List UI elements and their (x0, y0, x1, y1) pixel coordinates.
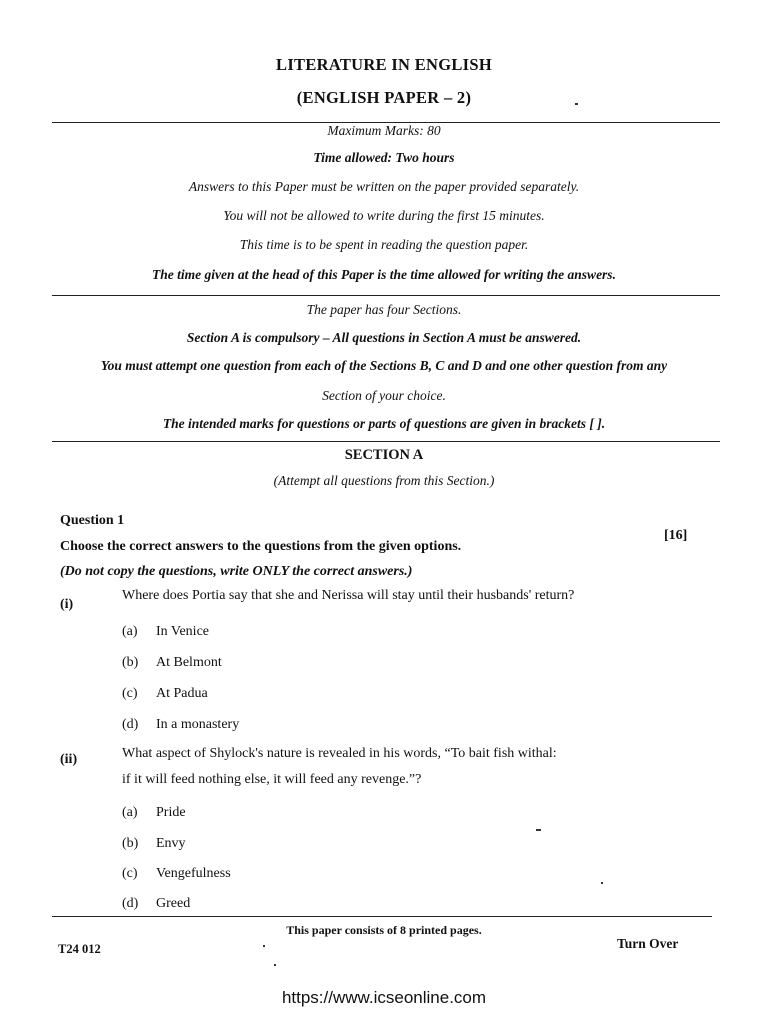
question-instruction: Choose the correct answers to the questions from the given options. (60, 539, 462, 554)
question-marks: [16] (664, 528, 688, 543)
max-marks: Maximum Marks: 80 (327, 123, 441, 138)
item-number: (ii) (60, 752, 78, 767)
option-text: Pride (156, 805, 186, 820)
option-label: (c) (122, 866, 138, 881)
instruction-line-1: Answers to this Paper must be written on the paper provided separately. (188, 179, 580, 194)
sections-line-2: Section A is compulsory – All questions in Section A must be answered. (186, 330, 582, 345)
option-label: (d) (122, 896, 139, 911)
divider-middle (52, 295, 720, 296)
instruction-line-3: This time is to be spent in reading the question paper. (239, 237, 529, 252)
divider-footer (52, 916, 712, 917)
item-question-text: What aspect of Shylock's nature is revealed in his words, “To bait fish withal: (122, 746, 557, 761)
scan-speck (575, 103, 578, 105)
sections-line-1: The paper has four Sections. (306, 302, 462, 317)
option-text: At Padua (156, 686, 208, 701)
pages-note: This paper consists of 8 printed pages. (286, 923, 482, 937)
option-label: (b) (122, 655, 139, 670)
scan-speck (601, 882, 603, 884)
option-text: At Belmont (156, 655, 222, 670)
divider-bottom (52, 441, 720, 442)
scan-speck (263, 945, 265, 947)
sections-line-3a: You must attempt one question from each of the Sections B, C and D and one other question from any (100, 358, 668, 373)
option-text: In a monastery (156, 717, 240, 732)
sections-line-4: The intended marks for questions or parts of questions are given in brackets [ ]. (162, 416, 606, 431)
option-label: (c) (122, 686, 138, 701)
option-label: (a) (122, 805, 138, 820)
sections-line-3b: Section of your choice. (322, 388, 446, 403)
option-text: Envy (156, 836, 186, 851)
source-url: https://www.icseonline.com (281, 988, 487, 1007)
scan-speck (274, 964, 276, 966)
paper-code: T24 012 (58, 942, 101, 956)
option-text: Greed (156, 896, 191, 911)
option-label: (d) (122, 717, 139, 732)
turn-over: Turn Over (617, 936, 679, 951)
option-label: (a) (122, 624, 138, 639)
item-question-text-cont: if it will feed nothing else, it will feed any revenge.”? (122, 772, 422, 787)
time-allowed: Time allowed: Two hours (313, 150, 455, 165)
paper-subtitle: (ENGLISH PAPER – 2) (296, 88, 472, 107)
paper-title: LITERATURE IN ENGLISH (276, 55, 492, 74)
item-number: (i) (60, 597, 74, 612)
option-text: In Venice (156, 624, 209, 639)
section-a-heading: SECTION A (344, 447, 424, 463)
question-note: (Do not copy the questions, write ONLY the correct answers.) (60, 564, 413, 579)
question-label: Question 1 (60, 513, 125, 528)
scan-speck (536, 829, 541, 831)
option-label: (b) (122, 836, 139, 851)
option-text: Vengefulness (156, 866, 231, 881)
item-question-text: Where does Portia say that she and Nerissa will stay until their husbands' return? (122, 588, 575, 603)
section-a-subheading: (Attempt all questions from this Section.) (273, 473, 495, 488)
instruction-line-2: You will not be allowed to write during the first 15 minutes. (223, 208, 545, 223)
instruction-line-4: The time given at the head of this Paper is the time allowed for writing the answers. (152, 267, 616, 282)
